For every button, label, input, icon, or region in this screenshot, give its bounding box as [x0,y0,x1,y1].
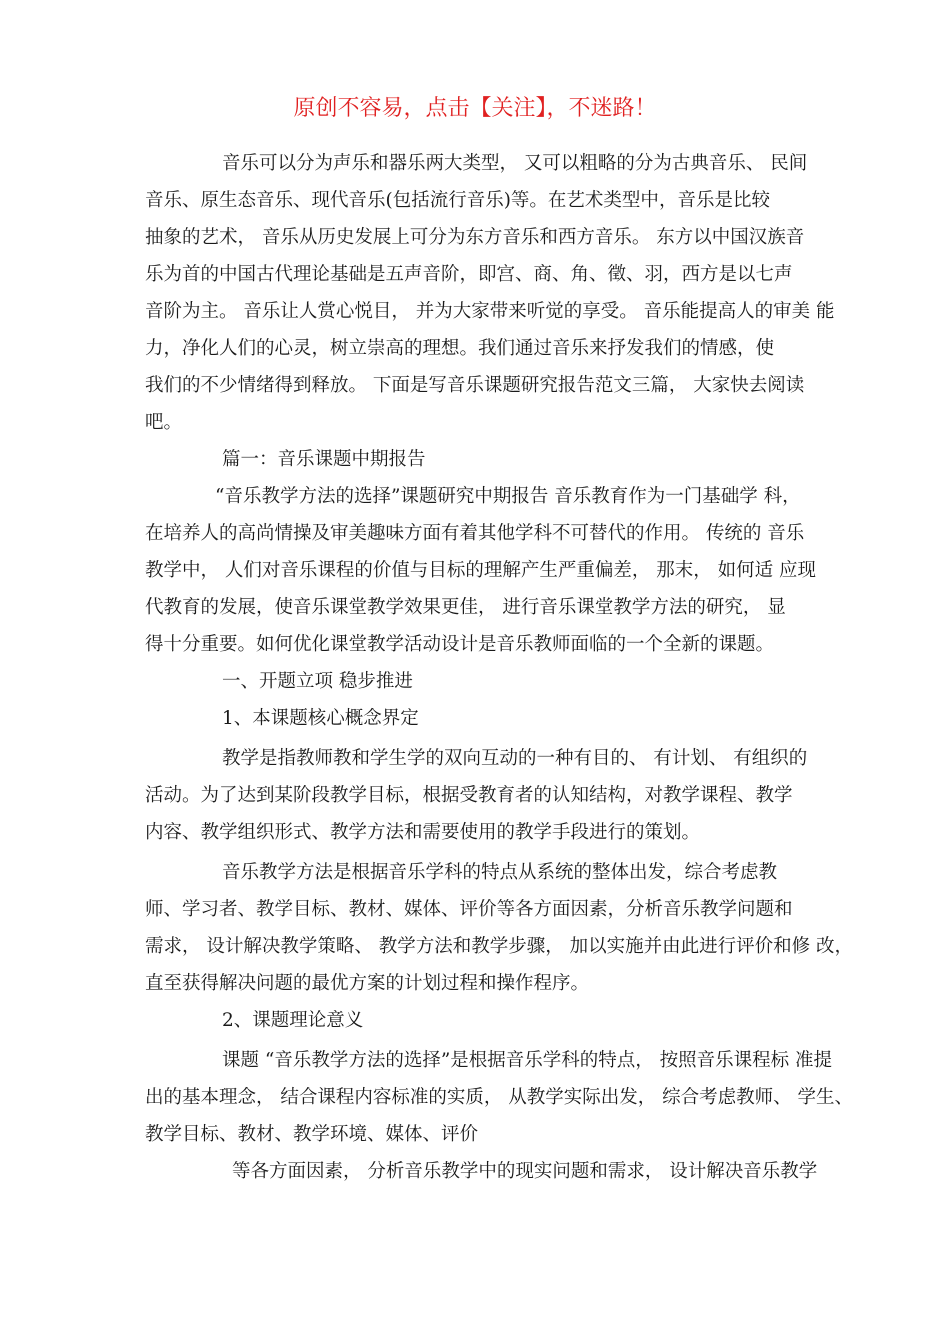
text-line: 在培养人的高尚情操及审美趣味方面有着其他学科不可替代的作用。 传统的 音乐 [145,523,805,544]
text-line: 抽象的艺术， 音乐从历史发展上可分为东方音乐和西方音乐。 东方以中国汉族音 [145,227,805,248]
section-heading: 篇一：音乐课题中期报告 [222,449,426,470]
subsection-heading: 1、本课题核心概念界定 [222,708,419,729]
text-line: 师、学习者、教学目标、教材、媒体、评价等各方面因素，分析音乐教学问题和 [145,899,793,920]
text-line: 需求， 设计解决教学策略、 教学方法和教学步骤， 加以实施并由此进行评价和修 改， [145,936,854,957]
text-line: 教学中， 人们对音乐课程的价值与目标的理解产生严重偏差， 那末， 如何适 应现 [145,560,817,581]
text-line: “音乐教学方法的选择”课题研究中期报告 音乐教育作为一门基础学 科， [215,486,801,507]
text-line: 吧。 [145,412,183,433]
text-line: 音乐教学方法是根据音乐学科的特点从系统的整体出发，综合考虑教 [222,862,778,883]
text-line: 乐为首的中国古代理论基础是五声音阶，即宫、商、角、徵、羽，西方是以七声 [145,264,793,285]
text-line: 力，净化人们的心灵，树立崇高的理想。我们通过音乐来抒发我们的情感，使 [145,338,775,359]
text-line: 我们的不少情绪得到释放。 下面是写音乐课题研究报告范文三篇， 大家快去阅读 [145,375,805,396]
promo-banner: 原创不容易，点击【关注】，不迷路！ [293,96,657,121]
text-line: 教学目标、教材、教学环境、媒体、评价 [145,1124,479,1145]
section-heading: 一、开题立项 稳步推进 [222,671,413,692]
text-line: 活动。为了达到某阶段教学目标，根据受教育者的认知结构，对教学课程、教学 [145,785,793,806]
text-line: 内容、教学组织形式、教学方法和需要使用的教学手段进行的策划。 [145,822,701,843]
text-line: 教学是指教师教和学生学的双向互动的一种有目的、 有计划、 有组织的 [222,748,808,769]
subsection-heading: 2、课题理论意义 [222,1010,364,1031]
text-line: 代教育的发展，使音乐课堂教学效果更佳， 进行音乐课堂教学方法的研究， 显 [145,597,786,618]
text-line: 音乐可以分为声乐和器乐两大类型， 又可以粗略的分为古典音乐、 民间 [222,153,808,174]
text-line: 音阶为主。 音乐让人赏心悦目， 并为大家带来听觉的享受。 音乐能提高人的审美 能 [145,301,835,322]
text-line: 直至获得解决问题的最优方案的计划过程和操作程序。 [145,973,590,994]
text-line: 得十分重要。如何优化课堂教学活动设计是音乐教师面临的一个全新的课题。 [145,634,775,655]
text-line: 等各方面因素， 分析音乐教学中的现实问题和需求， 设计解决音乐教学 [232,1161,818,1182]
text-line: 出的基本理念， 结合课程内容标准的实质， 从教学实际出发， 综合考虑教师、 学生、 [145,1087,854,1108]
text-line: 课题 “音乐教学方法的选择”是根据音乐学科的特点， 按照音乐课程标 准提 [222,1050,833,1071]
text-line: 音乐、原生态音乐、现代音乐(包括流行音乐)等。在艺术类型中，音乐是比较 [145,190,770,211]
